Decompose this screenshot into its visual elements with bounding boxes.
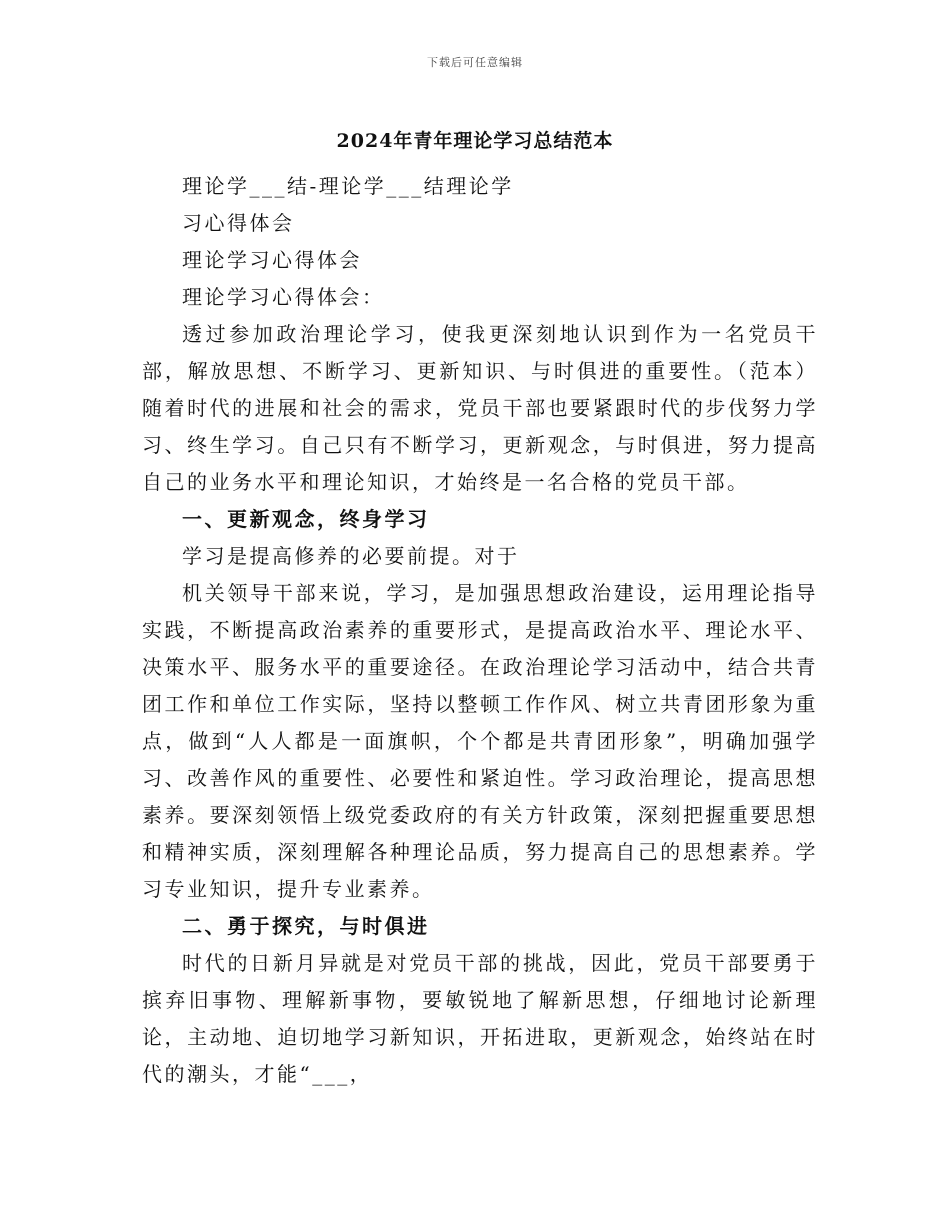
document-body xyxy=(142,168,818,1093)
body-line: 理论学习心得体会： xyxy=(182,285,385,309)
body-line: 理论学习心得体会 xyxy=(182,248,362,272)
header-note: 下载后可任意编辑 xyxy=(427,56,523,69)
body-line: 学习是提高修养的必要前提。对于 xyxy=(182,544,520,568)
document-title: 2024年青年理论学习总结范本 xyxy=(336,130,614,152)
section-heading: 二、勇于探究，与时俱进 xyxy=(182,914,430,938)
body-paragraph: 透过参加政治理论学习，使我更深刻地认识到作为一名党员干部，解放思想、不断学习、更新知识、与时俱进的重要性。（范本）随着时代的进展和社会的需求，党员干部也要紧跟时代的步伐努力学习、终生学习。自己只有不断学习，更新观念，与时俱进，努力提高自己的业务水平和理论知识，才始终是一名合格的党员干部。 xyxy=(142,322,818,494)
body-line: 理论学___结-理论学___结理论学 xyxy=(182,174,514,198)
body-paragraph: 时代的日新月异就是对党员干部的挑战，因此，党员干部要勇于摈弃旧事物、理解新事物，要敏锐地了解新思想，仔细地讨论新理论，主动地、迫切地学习新知识，开拓进取，更新观念，始终站在时代的潮头，才能“___， xyxy=(142,951,818,1086)
body-paragraph: 机关领导干部来说，学习，是加强思想政治建设，运用理论指导实践，不断提高政治素养的重要形式，是提高政治水平、理论水平、决策水平、服务水平的重要途径。在政治理论学习活动中，结合共青团工作和单位工作实际，坚持以整顿工作作风、树立共青团形象为重点，做到“人人都是一面旗帜，个个都是共青团形象”，明确加强学习、改善作风的重要性、必要性和紧迫性。学习政治理论，提高思想素养。要深刻领悟上级党委政府的有关方针政策，深刻把握重要思想和精神实质，深刻理解各种理论品质，努力提高自己的思想素养。学习专业知识，提升专业素养。 xyxy=(142,581,818,901)
section-heading: 一、更新观念，终身学习 xyxy=(182,507,430,531)
body-line: 习心得体会 xyxy=(182,211,295,235)
